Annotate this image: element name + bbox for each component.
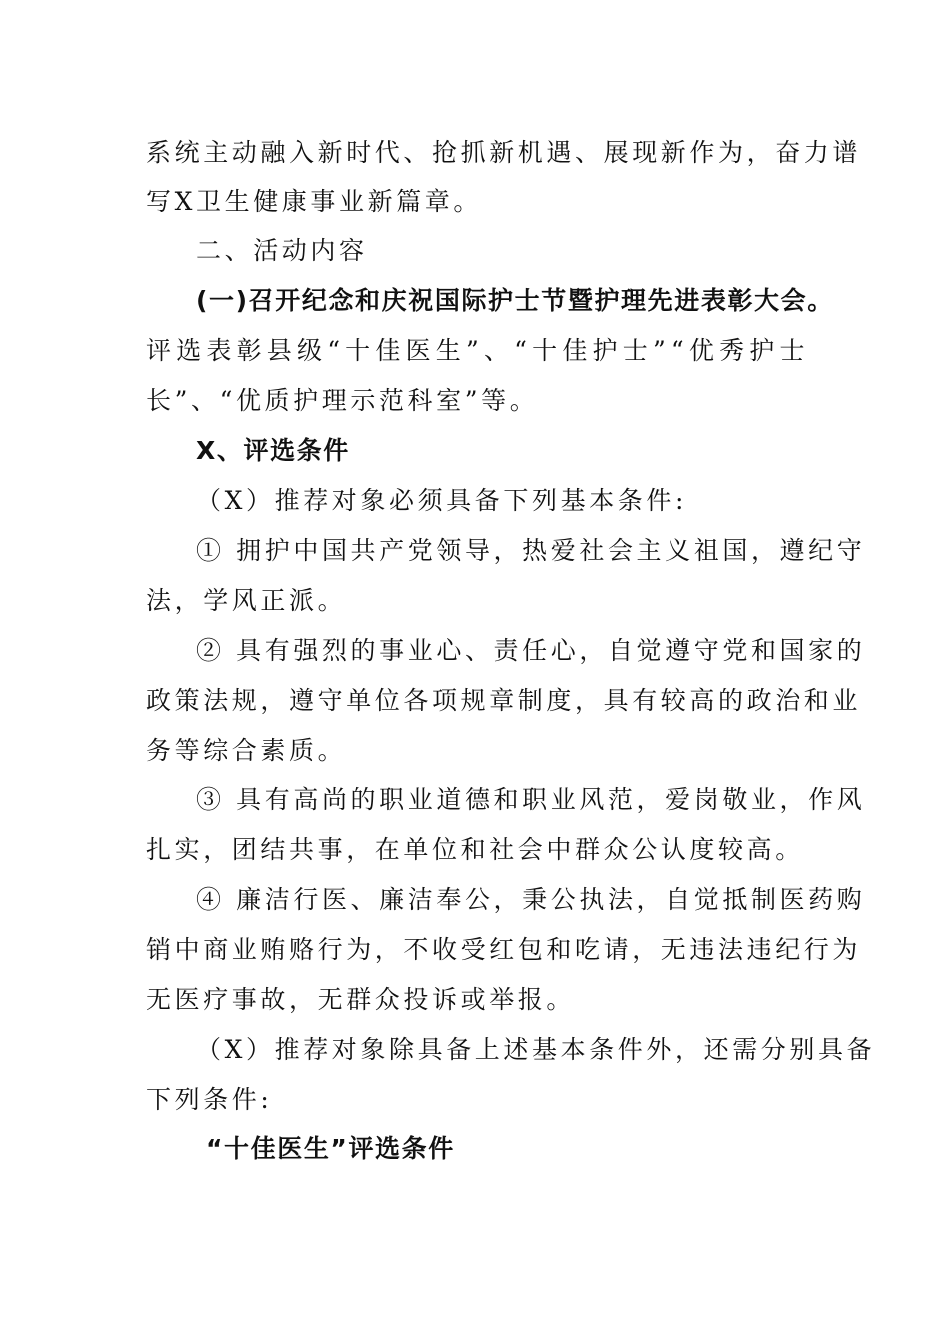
paragraph-line: ④ 廉洁行医、廉洁奉公，秉公执法，自觉抵制医药购 xyxy=(196,885,866,914)
paragraph-line: 销中商业贿赂行为，不收受红包和吃请，无违法违纪行为 xyxy=(146,935,862,964)
paragraph-line: 写X卫生健康事业新篇章。 xyxy=(146,187,482,216)
subsection-heading: “十佳医生”评选条件 xyxy=(206,1134,455,1163)
subsection-heading: (一)召开纪念和庆祝国际护士节暨护理先进表彰大会。 xyxy=(196,286,834,315)
paragraph-line: 系统主动融入新时代、抢抓新机遇、展现新作为，奋力谱 xyxy=(146,138,862,167)
paragraph-line: 务等综合素质。 xyxy=(146,736,347,765)
paragraph-line: 评选表彰县级“十佳医生”、“十佳护士”“优秀护士 xyxy=(146,336,810,365)
paragraph-line: 法，学风正派。 xyxy=(146,586,347,615)
paragraph-line: 扎实，团结共事，在单位和社会中群众公认度较高。 xyxy=(146,835,804,864)
paragraph-line: 政策法规，遵守单位各项规章制度，具有较高的政治和业 xyxy=(146,686,862,715)
paragraph-line: ② 具有强烈的事业心、责任心，自觉遵守党和国家的 xyxy=(196,636,866,665)
paragraph-line: ① 拥护中国共产党领导，热爱社会主义祖国，遵纪守 xyxy=(196,536,866,565)
paragraph-line: （X）推荐对象除具备上述基本条件外，还需分别具备 xyxy=(196,1035,876,1064)
paragraph-line: 长”、“优质护理示范科室”等。 xyxy=(146,386,539,415)
paragraph-line: （X）推荐对象必须具备下列基本条件: xyxy=(196,486,688,515)
section-heading: 二、活动内容 xyxy=(196,236,368,265)
paragraph-line: 无医疗事故，无群众投诉或举报。 xyxy=(146,985,576,1014)
paragraph-line: ③ 具有高尚的职业道德和职业风范，爱岗敬业，作风 xyxy=(196,785,866,814)
paragraph-line: 下列条件: xyxy=(146,1085,273,1114)
section-heading: X、评选条件 xyxy=(196,436,350,465)
